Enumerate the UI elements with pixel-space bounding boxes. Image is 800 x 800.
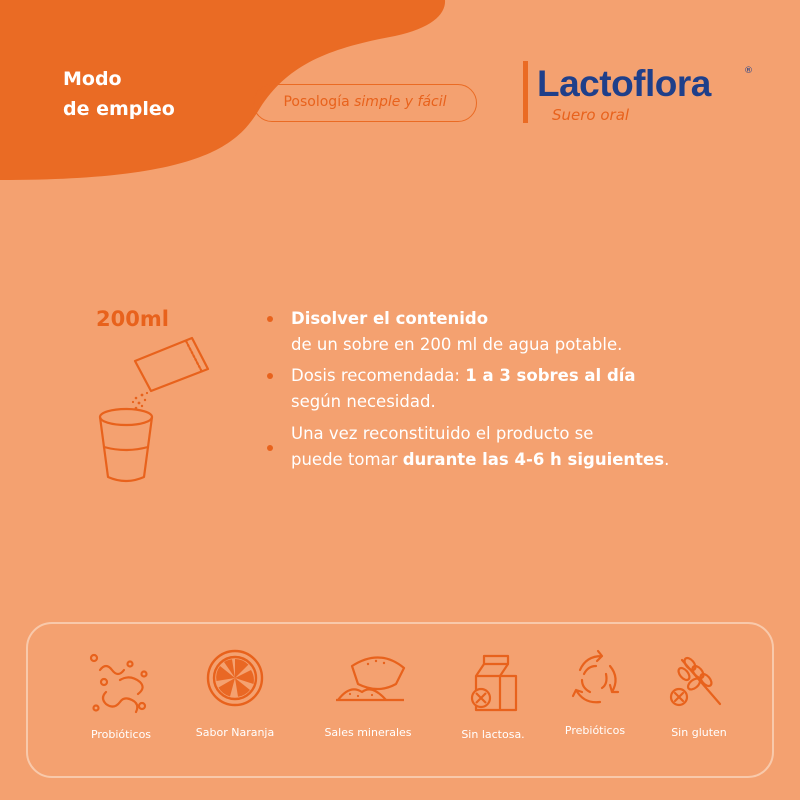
orange-slice-icon bbox=[205, 648, 265, 708]
instruction-2-lead: Dosis recomendada: bbox=[291, 366, 466, 385]
sachet-and-glass-icon bbox=[90, 335, 220, 495]
bullet-dot bbox=[267, 445, 273, 451]
feature-label: Prebióticos bbox=[564, 724, 626, 737]
instruction-1-line2: de un sobre en 200 ml de agua potable. bbox=[291, 335, 623, 354]
recycle-arrows-icon bbox=[564, 648, 626, 710]
feature-prebiotics bbox=[550, 624, 640, 774]
instruction-3-tail: . bbox=[664, 450, 670, 469]
feature-gluten-free bbox=[654, 624, 744, 774]
instruction-2-line2: según necesidad. bbox=[291, 392, 436, 411]
feature-label: Sin lactosa. bbox=[461, 728, 525, 741]
instruction-item bbox=[265, 306, 765, 358]
feature-mineral-salts bbox=[318, 624, 418, 774]
brand-subtitle: Suero oral bbox=[552, 106, 630, 124]
volume-label: 200ml bbox=[96, 307, 169, 331]
pill-text: Posología bbox=[283, 94, 350, 110]
bullet-dot bbox=[267, 316, 273, 322]
instruction-item bbox=[265, 363, 765, 415]
instruction-1-bold: Disolver el contenido bbox=[291, 309, 489, 328]
feature-label: Sabor Naranja bbox=[195, 726, 275, 739]
feature-label: Probióticos bbox=[90, 728, 152, 741]
milk-carton-crossed-icon bbox=[466, 652, 522, 714]
instruction-2-bold: 1 a 3 sobres al día bbox=[465, 366, 636, 385]
feature-label: Sales minerales bbox=[324, 726, 412, 739]
feature-label: Sin gluten bbox=[671, 726, 727, 739]
bullet-dot bbox=[267, 373, 273, 379]
section-title-line2: de empleo bbox=[63, 98, 175, 120]
features-panel bbox=[26, 622, 774, 778]
pill-accent-text: simple y fácil bbox=[354, 94, 447, 110]
section-title-line1: Modo bbox=[63, 68, 122, 90]
section-title bbox=[63, 64, 175, 124]
instruction-3-line1: Una vez reconstituido el producto se bbox=[291, 424, 594, 443]
brand-registered-mark: ® bbox=[744, 66, 753, 76]
brand-logo-name: Lactoflora bbox=[537, 63, 711, 104]
wheat-crossed-icon bbox=[668, 652, 728, 712]
dosage-pill bbox=[253, 84, 477, 122]
salt-bowl-icon bbox=[332, 654, 408, 704]
instruction-3-bold: durante las 4-6 h siguientes bbox=[402, 450, 665, 469]
bacteria-icon bbox=[86, 650, 156, 720]
instruction-item bbox=[265, 421, 765, 473]
feature-lactose-free bbox=[448, 624, 538, 774]
feature-orange-flavour bbox=[190, 624, 280, 774]
instructions-list bbox=[265, 306, 765, 473]
instruction-3-line2-lead: puede tomar bbox=[291, 450, 403, 469]
feature-probiotics bbox=[76, 624, 166, 774]
brand-divider bbox=[523, 61, 528, 123]
